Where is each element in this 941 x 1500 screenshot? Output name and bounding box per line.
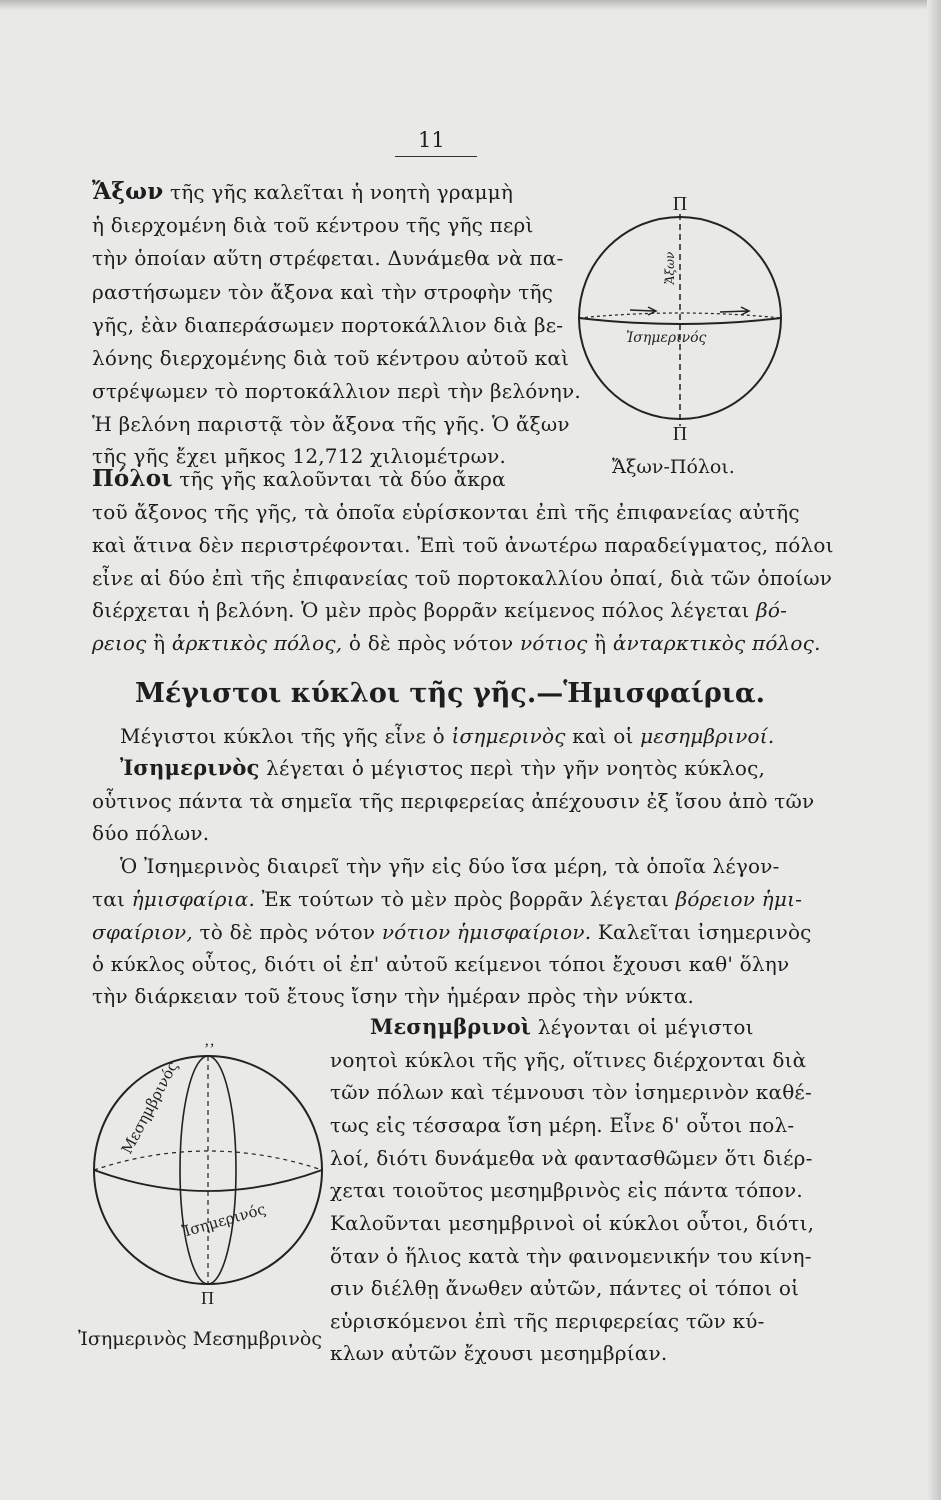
page-number: 11 xyxy=(418,128,445,152)
meridian-line-7: Καλοῦνται μεσημβρινοὶ οἱ κύκλοι οὗτοι, διότι, xyxy=(330,1211,815,1235)
rotation-arrow-right xyxy=(720,311,748,312)
meridian-term: Μεσημβρινοὶ xyxy=(370,1014,532,1039)
poles-line-5: διέρχεται ἡ βελόνη. Ὁ μὲν πρὸς βορρᾶν κείμενος πόλος λέγεται βό- xyxy=(92,598,788,622)
page-gutter-shadow xyxy=(927,0,941,1500)
meridian-line-1: Μεσημβρινοὶ λέγονται οἱ μέγιστοι xyxy=(370,1014,754,1039)
meridian-line-8: ὅταν ὁ ἥλιος κατὰ τὴν φαινομενικήν του κίνη- xyxy=(330,1244,812,1268)
axis-label: Ἄξων xyxy=(663,251,677,285)
poles-line-2: τοῦ ἄξονος τῆς γῆς, τὰ ὁποῖα εὑρίσκονται ἐπὶ τῆς ἐπιφανείας αὐτῆς xyxy=(92,500,800,524)
meridian-line-4: τως εἰς τέσσαρα ἴση μέρη. Εἶνε δ' οὗτοι πολ- xyxy=(330,1113,795,1137)
axon-line-8: Ἡ βελόνη παριστᾷ τὸν ἄξονα τῆς γῆς. Ὁ ἄξων xyxy=(92,412,570,436)
axon-line-3: τὴν ὁποίαν αὕτη στρέφεται. Δυνάμεθα νὰ πα- xyxy=(92,246,564,270)
equator-line-2: οὗτινος πάντα τὰ σημεῖα τῆς περιφερείας ἀπέχουσιν ἐξ ἴσου ἀπὸ τῶν xyxy=(92,789,815,813)
hemisphere-line-4: ὁ κύκλος οὗτος, διότι οἱ ἐπ' αὐτοῦ κείμενοι τόποι ἔχουσι καθ' ὅλην xyxy=(92,952,790,976)
axon-line-5: γῆς, ἐὰν διαπεράσωμεν πορτοκάλλιον διὰ βε- xyxy=(92,313,564,337)
meridian-line-10: εὑρισκόμενοι ἐπὶ τῆς περιφερείας τῶν κύ- xyxy=(330,1309,765,1333)
rotation-arrow-left xyxy=(630,310,655,311)
meridian-line-2: νοητοὶ κύκλοι τῆς γῆς, οἵτινες διέρχονται διὰ xyxy=(330,1048,807,1072)
north-pole-label: Π xyxy=(672,193,688,215)
hemisphere-line-3: σφαίριον, τὸ δὲ πρὸς νότον νότιον ἡμισφαίριον. Καλεῖται ἰσημερινὸς xyxy=(92,920,812,944)
axon-line-2: ἡ διερχομένη διὰ τοῦ κέντρου τῆς γῆς περὶ xyxy=(92,213,534,237)
equator-label: Ἰσημερινός xyxy=(626,330,707,346)
equator-meridian-figure xyxy=(88,1040,328,1310)
equator-meridian-caption: Ἰσημερινὸς Μεσημβρινὸς xyxy=(78,1328,322,1350)
poles-line-4: εἶνε αἱ δύο ἐπὶ τῆς ἐπιφανείας τοῦ πορτοκαλλίου ὀπαί, διὰ τῶν ὁποίων xyxy=(92,566,833,590)
meridian-line-3: τῶν πόλων καὶ τέμνουσι τὸν ἰσημερινὸν καθέ- xyxy=(330,1080,812,1104)
meridian-line-11: κλων αὐτῶν ἔχουσι μεσημβρίαν. xyxy=(330,1341,668,1365)
page-number-rule xyxy=(395,156,477,157)
poles-line-1: Πόλοι τῆς γῆς καλοῦνται τὰ δύο ἄκρα xyxy=(92,465,506,492)
axis-poles-caption: Ἄξων-Πόλοι. xyxy=(612,456,735,478)
equator-line-3: δύο πόλων. xyxy=(92,821,210,845)
south-pole-label: Π xyxy=(672,423,688,445)
axon-line-7: στρέψωμεν τὸ πορτοκάλλιον περὶ τὴν βελόνην. xyxy=(92,379,581,403)
page-edge-shadow xyxy=(0,0,941,10)
axon-line-9: τῆς γῆς ἔχει μῆκος 12,712 χιλιομέτρων. xyxy=(92,444,507,468)
equator-term: Ἰσημερινὸς xyxy=(120,755,260,780)
meridian-label: Μεσημβρινός xyxy=(117,1058,182,1157)
great-circles-line: Μέγιστοι κύκλοι τῆς γῆς εἶνε ὁ ἰσημερινὸς καὶ οἱ μεσημβρινοί. xyxy=(120,724,775,748)
figure2-bottom-pole-label: Π xyxy=(201,1288,214,1308)
axon-line-1: Ἄξων τῆς γῆς καλεῖται ἡ νοητὴ γραμμὴ xyxy=(92,178,514,205)
meridian-line-9: σιν διέλθῃ ἄνωθεν αὐτῶν, πάντες οἱ τόποι οἱ xyxy=(330,1276,800,1300)
meridian-line-6: χεται τοιοῦτος μεσημβρινὸς εἰς πάντα τόπον. xyxy=(330,1178,803,1202)
equator2-label: Ἰσημερινός xyxy=(180,1199,268,1241)
axon-term: Ἄξων xyxy=(92,178,164,205)
poles-term: Πόλοι xyxy=(92,465,173,492)
poles-line-6: ρειος ἢ ἀρκτικὸς πόλος, ὁ δὲ πρὸς νότον νότιος ἢ ἀνταρκτικὸς πόλος. xyxy=(92,631,821,655)
figure2-top-mark: ʼʼ xyxy=(204,1041,215,1058)
hemisphere-line-2: ται ἡμισφαίρια. Ἐκ τούτων τὸ μὲν πρὸς βορρᾶν λέγεται βόρειον ἡμι- xyxy=(92,887,803,911)
axon-line-4: ραστήσωμεν τὸν ἄξονα καὶ τὴν στροφὴν τῆς xyxy=(92,280,554,304)
hemisphere-line-1: Ὁ Ἰσημερινὸς διαιρεῖ τὴν γῆν εἰς δύο ἴσα μέρη, τὰ ὁποῖα λέγον- xyxy=(120,854,780,878)
section-heading: Μέγιστοι κύκλοι τῆς γῆς.—Ἡμισφαίρια. xyxy=(134,678,766,709)
axon-line-6: λόνης διερχομένης διὰ τοῦ κέντρου αὐτοῦ καὶ xyxy=(92,346,570,370)
meridian-line-5: λοί, διότι δυνάμεθα νὰ φαντασθῶμεν ὅτι διέρ- xyxy=(330,1146,813,1170)
equator-line-1: Ἰσημερινὸς λέγεται ὁ μέγιστος περὶ τὴν γῆν νοητὸς κύκλος, xyxy=(120,755,766,780)
hemisphere-line-5: τὴν διάρκειαν τοῦ ἔτους ἴσην τὴν ἡμέραν πρὸς τὴν νύκτα. xyxy=(92,984,695,1008)
poles-line-3: καὶ ἅτινα δὲν περιστρέφονται. Ἐπὶ τοῦ ἀνωτέρω παραδείγματος, πόλοι xyxy=(92,533,834,557)
axis-poles-figure xyxy=(570,180,790,445)
